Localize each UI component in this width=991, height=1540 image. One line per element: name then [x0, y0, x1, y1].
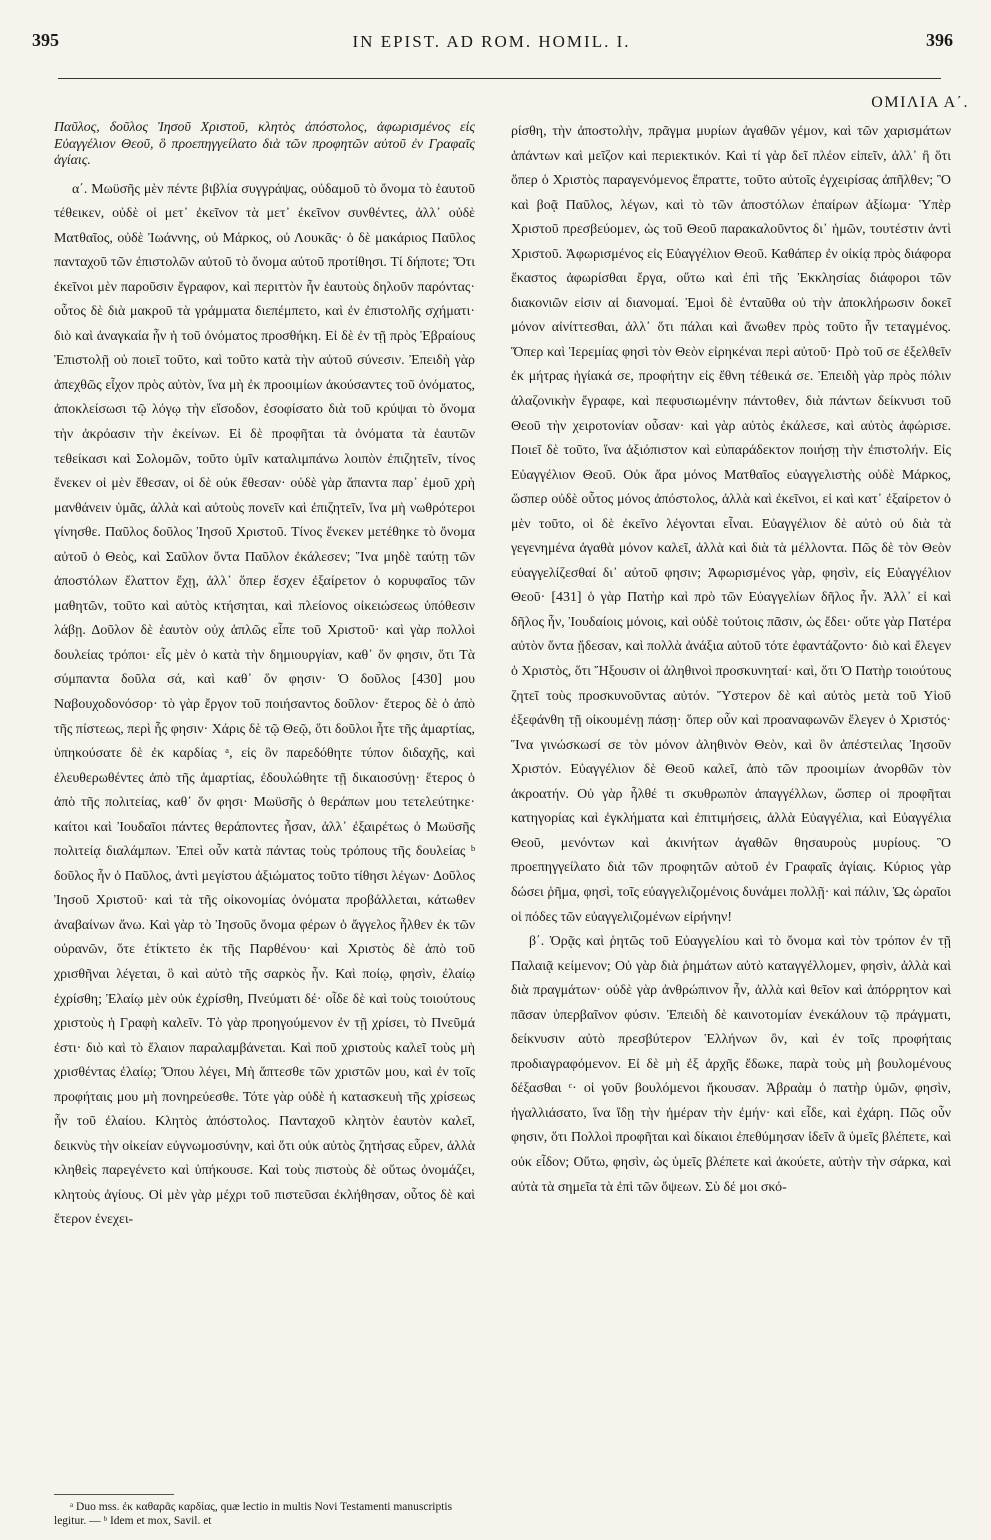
- section-two-text: β΄. Ὁρᾷς καὶ ῥητῶς τοῦ Εὐαγγελίου καὶ τὸ ὄνομα καὶ τὸν τρόπον ἐν τῇ Παλαιᾷ κείμενον; Οὐ γὰρ διὰ ῥημάτων αὐτὸ καταγγέλλομεν, φησὶν, ἀλλὰ καὶ διὰ πραγμάτων· οὐδὲ γὰρ ἀνθρώπινον ἦν, ἀλλὰ καὶ θεῖον καὶ ἀπόρρητον καὶ πᾶσαν ὑπερβαῖνον φύσιν. Ἐπειδὴ δὲ καινοτομίαν ἐνεκάλουν τῷ πράγματι, δείκνυσιν αὐτὸ πρεσβύτερον Ἑλλήνων ὂν, καὶ ἐν τοῖς προφήταις προδιαγραφόμενον. Εἰ δὲ μὴ ἐξ ἀρχῆς ἔδωκε, παρὰ τοὺς μὴ βουλομένους δέξασθαι ᶜ· οἱ γοῦν βουλόμενοι ἤκουσαν. Ἀβραὰμ ὁ πατὴρ ὑμῶν, φησὶν, ἠγαλλιάσατο, ἵνα ἴδῃ τὴν ἡμέραν τὴν ἐμήν· καὶ εἶδε, καὶ ἐχάρη. Πῶς οὖν φησιν, ὅτι Πολλοὶ προφῆται καὶ δίκαιοι ἐπεθύμησαν ἰδεῖν ἃ ὑμεῖς βλέπετε, καὶ οὐκ εἶδον; Οὕτω, φησὶν, ὡς ὑμεῖς βλέπετε καὶ ἀκούετε, αὐτὴν τὴν σάρκα, καὶ αὐτὰ τὰ σημεῖα τὰ ἐπὶ τῶν ὄψεων. Σὺ δέ μοι σκό-: [511, 934, 951, 1195]
- right-column: [511, 120, 951, 1200]
- left-column: [54, 120, 475, 1233]
- homily-title: ΟΜΙΛΙΑ Α΄.: [871, 94, 969, 111]
- scripture-lemma: Παῦλος, δοῦλος Ἰησοῦ Χριστοῦ, κλητὸς ἀπόστολος, ἀφωρισμένος εἰς Εὐαγγέλιον Θεοῦ, ὃ προεπηγγείλατο διὰ τῶν προφητῶν αὐτοῦ ἐν Γραφαῖς ἁγίαις.: [54, 120, 475, 168]
- page-header: [30, 30, 953, 58]
- footnote: ᵃ Duo mss. ἐκ καθαρᾶς καρδίας, quæ lectio in multis Novi Testamenti manuscriptis legitur. — ᵇ Idem et mox, Savil. et: [54, 1501, 453, 1527]
- footnote-rule: [54, 1494, 174, 1495]
- left-column-text: α΄. Μωϋσῆς μὲν πέντε βιβλία συγγράψας, οὐδαμοῦ τὸ ὄνομα τὸ ἑαυτοῦ τέθεικεν, οὐδὲ οἱ μετ᾽ ἐκεῖνον τὰ μετ᾽ ἐκεῖνον συνθέντες, ἀλλ᾽ οὐδὲ Ματθαῖος, οὐδὲ Ἰωάννης, οὐ Μάρκος, οὐ Λουκᾶς· ὁ δὲ μακάριος Παῦλος πανταχοῦ τῶν ἐπιστολῶν αὐτοῦ τὸ ὄνομα αὐτοῦ προτίθησι. Τί δήποτε; Ὅτι ἐκεῖνοι μὲν παροῦσιν ἔγραφον, καὶ περιττὸν ἦν ἑαυτοὺς δηλοῦν παρόντας· οὗτος δὲ διὰ μακροῦ τὰ γράμματα διεπέμπετο, καὶ ἐν ἐπιστολῆς σχήματι· διὸ καὶ ἀναγκαία ἦν ἡ τοῦ ὀνόματος προσθήκη. Εἰ δὲ ἐν τῇ πρὸς Ἑβραίους Ἐπιστολῇ οὐ ποιεῖ τοῦτο, καὶ τοῦτο κατὰ τὴν αὐτοῦ σύνεσιν. Ἐπειδὴ γὰρ ἀπεχθῶς εἶχον πρὸς αὐτὸν, ἵνα μὴ ἐκ προοιμίων ἀκούσαντες τοῦ ὀνόματος, ἀποκλείσωσι τῷ λόγῳ τὴν εἴσοδον, ἐσοφίσατο διὰ τοῦ κρύψαι τὸ ὄνομα τὴν ἀκρόασιν τὴν ἐκείνων. Εἰ δὲ προφῆται τὰ ὀνόματα τὰ ἑαυτῶν τεθείκασι καὶ Σολομῶν, τοῦτο ὑμῖν καταλιμπάνω λοιπὸν ἐπιζητεῖν, τίνος ἕνεκεν οἱ μὲν ἔθεσαν, οἱ δὲ οὐκ ἔθεσαν· οὐδὲ γὰρ ἅπαντα παρ᾽ ἐμοῦ χρὴ μανθάνειν ὑμᾶς, ἀλλὰ καὶ αὐτοὺς πονεῖν καὶ ἐπιζητεῖν, ἵνα μὴ νωθρότεροι γίνησθε. Παῦλος δοῦλος Ἰησοῦ Χριστοῦ. Τίνος ἕνεκεν μετέθηκε τὸ ὄνομα αὐτοῦ ὁ Θεὸς, καὶ Σαῦλον ὄντα Παῦλον ἐκάλεσεν; Ἵνα μηδὲ ταύτῃ τῶν ἀποστόλων ἔλαττον ἔχῃ, ἀλλ᾽ ὅπερ ἔσχεν ἐξαίρετον ὁ κορυφαῖος τῶν μαθητῶν, τοῦτο καὶ αὐτὸς κτήσηται, καὶ πλείονος οἰκειώσεως ὑπόθεσιν λάβῃ. Δοῦλον δὲ ἑαυτὸν οὐχ ἁπλῶς εἶπε τοῦ Χριστοῦ· καὶ γὰρ πολλοὶ δουλείας τρόποι· εἷς μὲν ὁ κατὰ τὴν δημιουργίαν, καθ᾽ ὅν φησιν, ὅτι Τὰ σύμπαντα δοῦλα σά, καὶ καθ᾽ ὅν φησιν· Ὁ δοῦλος [430] μου Ναβουχοδονόσορ· τὸ γὰρ ἔργον τοῦ ποιήσαντος δοῦλον· ἕτερος δὲ ὁ ἀπὸ τῆς πίστεως, περὶ ἧς φησιν· Χάρις δὲ τῷ Θεῷ, ὅτι δοῦλοι ἦτε τῆς ἁμαρτίας, ὑπηκούσατε δὲ ἐκ καρδίας ᵃ, εἰς ὃν παρεδόθητε τύπον διδαχῆς, καὶ ἐλευθερωθέντες ἀπὸ τῆς ἁμαρτίας, ἐδουλώθητε τῇ δικαιοσύνῃ· ἕτερος ὁ ἀπὸ τῆς πολιτείας, καθ᾽ ὅν φησι· Μωϋσῆς ὁ θεράπων μου τετελεύτηκε· καίτοι καὶ Ἰουδαῖοι πάντες θεράποντες ἦσαν, ἀλλ᾽ ἐξαιρέτως ὁ Μωϋσῆς πολιτείᾳ διαλάμπων. Ἐπεὶ οὖν κατὰ πάντας τοὺς τρόπους τῆς δουλείας ᵇ δοῦλος ἦν ὁ Παῦλος, ἀντὶ μεγίστου ἀξιώματος τοῦτο τίθησι λέγων· Δοῦλος Ἰησοῦ Χριστοῦ· καὶ τὰ τῆς οἰκονομίας ὀνόματα προβάλλεται, κάτωθεν ἀναβαίνων ἄνω. Καὶ γὰρ τὸ Ἰησοῦς ὄνομα φέρων ὁ ἄγγελος ἦλθεν ἐκ τῶν οὐρανῶν, ὅτε ἐτίκτετο ἐκ τῆς Παρθένου· καὶ Χριστὸς δὲ ἀπὸ τοῦ χρισθῆναι λέγεται, ὃ καὶ αὐτὸ τῆς σαρκὸς ἦν. Καὶ ποίῳ, φησὶν, ἐλαίῳ ἐχρίσθη; Ἐλαίῳ μὲν οὐκ ἐχρίσθη, Πνεύματι δέ· οἶδε δὲ καὶ τοὺς τοιούτους χριστοὺς ἡ Γραφὴ καλεῖν. Τὸ γὰρ προηγούμενον ἐν τῇ χρίσει, τὸ Πνεῦμά ἐστι· διὸ καὶ τὸ ἔλαιον παραλαμβάνεται. Καὶ ποῦ χριστοὺς καλεῖ τοὺς μὴ χρισθέντας ἐλαίῳ; Ὅπου λέγει, Μὴ ἅπτεσθε τῶν χριστῶν μου, καὶ ἐν τοῖς προφήταις μου μὴ πονηρεύεσθε. Τότε γὰρ οὐδὲ ἡ κατασκευὴ τῆς χρίσεως ἦν τοῦ ἐλαίου. Κλητὸς ἀπόστολος. Πανταχοῦ κλητὸν ἑαυτὸν καλεῖ, δεικνὺς τὴν οἰκείαν εὐγνωμοσύνην, καὶ ὅτι οὐκ αὐτὸς ζητήσας εὗρεν, ἀλλὰ κληθεὶς παρεγένετο καὶ ὑπήκουσε. Καὶ τοὺς πιστοὺς δὲ οὕτως ὀνομάζει, κλητοὺς ἁγίους. Οἱ μὲν γὰρ μέχρι τοῦ πιστεῦσαι ἐκλήθησαν, οὗτος δὲ καὶ ἕτερον ἐνεχει-: [54, 181, 475, 1228]
- header-rule: [58, 78, 941, 79]
- running-title: IN EPIST. AD ROM. HOMIL. I.: [352, 32, 631, 51]
- page-number-left: 395: [32, 30, 59, 50]
- right-column-text: ρίσθη, τὴν ἀποστολὴν, πρᾶγμα μυρίων ἀγαθῶν γέμον, καὶ τῶν χαρισμάτων ἁπάντων καὶ μεῖζον καὶ περιεκτικόν. Καὶ τί γὰρ δεῖ πλέον εἰπεῖν, ἀλλ᾽ ἢ ὅτι ὅπερ ὁ Χριστὸς παραγενόμενος ἔπραττε, τοῦτο αὐτοῖς ἐγχειρίσας ἀπῆλθεν; Ὃ καὶ βοᾷ Παῦλος, λέγων, καὶ τὸ τῶν ἀποστόλων ἐπαίρων ἀξίωμα· Ὑπὲρ Χριστοῦ πρεσβεύομεν, ὡς τοῦ Θεοῦ παρακαλοῦντος δι᾽ ἡμῶν, τουτέστιν ἀντὶ Χριστοῦ. Ἀφωρισμένος εἰς Εὐαγγέλιον Θεοῦ. Καθάπερ ἐν οἰκίᾳ πρὸς διάφορα ἕκαστος ἀφωρίσθαι ἔργα, οὕτω καὶ ἐπὶ τῆς Ἐκκλησίας διάφοροι τῶν διακονιῶν εἰσιν αἱ διανομαί. Ἐμοὶ δὲ ἐνταῦθα οὐ τὴν ἀποκλήρωσιν δοκεῖ μόνον αἰνίττεσθαι, ἀλλ᾽ ὅτι πάλαι καὶ ἄνωθεν πρὸς τοῦτο ἦν τεταγμένος. Ὅπερ καὶ Ἱερεμίας φησὶ τὸν Θεὸν εἰρηκέναι περὶ αὐτοῦ· Πρὸ τοῦ σε ἐξελθεῖν ἐκ μήτρας ἡγίακά σε, προφήτην εἰς ἔθνη τέθεικά σε. Ἐπειδὴ γὰρ πρὸς πόλιν ἀλαζονικὴν ἔγραφε, καὶ πεφυσιωμένην πάντοθεν, διὰ πάντων δείκνυσι τοῦ Θεοῦ τὴν χειροτονίαν οὖσαν· καὶ γὰρ αὐτὸς ἐκάλεσε, καὶ αὐτὸς ἀφώρισε. Ποιεῖ δὲ τοῦτο, ἵνα ἀξιόπιστον καὶ εὐπαράδεκτον ποιήσῃ τὴν ἐπιστολήν. Εἰς Εὐαγγέλιον Θεοῦ. Οὐκ ἄρα μόνος Ματθαῖος εὐαγγελιστὴς οὐδὲ Μάρκος, ὥσπερ οὐδὲ οὗτος μόνος ἀπόστολος, ἀλλὰ καὶ ἐκεῖνοι, εἰ καὶ κατ᾽ ἐξαίρετον ὁ μὲν τοῦτο, οἱ δὲ ἐκεῖνο λέγονται εἶναι. Εὐαγγέλιον δὲ αὐτὸ οὐ διὰ τὰ γεγενημένα ἀγαθὰ μόνον καλεῖ, ἀλλὰ καὶ διὰ τὰ μέλλοντα. Πῶς δὲ τὸν Θεὸν εὐαγγελίζεσθαί δι᾽ αὐτοῦ φησιν; Ἀφωρισμένος γὰρ, φησὶν, εἰς Εὐαγγέλιον Θεοῦ· [431] ὁ γὰρ Πατὴρ καὶ πρὸ τῶν Εὐαγγελίων δῆλος ἦν. Ἀλλ᾽ εἰ καὶ δῆλος ἦν, Ἰουδαίοις μόνοις, καὶ οὐδὲ τούτοις πᾶσιν, ὡς ἔδει· οὔτε γὰρ Πατέρα αὐτὸν ὄντα ᾔδεσαν, καὶ πολλὰ ἀνάξια αὐτοῦ τότε ἐφαντάζοντο· διὸ καὶ ἔλεγεν ὁ Χριστὸς, ὅτι Ἤξουσιν οἱ ἀληθινοὶ προσκυνηταί· καὶ, ὅτι Ὁ Πατὴρ τοιούτους ζητεῖ τοὺς προσκυνοῦντας αὐτόν. Ὕστερον δὲ καὶ αὐτὸς μετὰ τοῦ Υἱοῦ ἐξεφάνθη τῇ οἰκουμένῃ πάσῃ· ὅπερ οὖν καὶ προαναφωνῶν ἔλεγεν ὁ Χριστός· Ἵνα γινώσκωσί σε τὸν μόνον ἀληθινὸν Θεὸν, καὶ ὃν ἀπέστειλας Ἰησοῦν Χριστόν. Εὐαγγέλιον δὲ Θεοῦ καλεῖ, ἀπὸ τῶν προοιμίων ἀνορθῶν τὸν ἀκροατήν. Οὐ γὰρ ἦλθέ τι σκυθρωπὸν ἀπαγγέλλων, ὥσπερ οἱ προφῆται κατηγορίας καὶ ἐγκλήματα καὶ ἐπιτιμήσεις, ἀλλὰ Εὐαγγέλια, καὶ Εὐαγγέλια Θεοῦ, μενόντων καὶ ἀκινήτων ἀγαθῶν θησαυροὺς μυρίους. Ὃ προεπηγγείλατο διὰ τῶν προφητῶν αὐτοῦ ἐν Γραφαῖς ἁγίαις. Κύριος γὰρ δώσει ῥῆμα, φησὶ, τοῖς εὐαγγελιζομένοις δυνάμει πολλῇ· καὶ πάλιν, Ὡς ὡραῖοι οἱ πόδες τῶν εὐαγγελιζομένων εἰρήνην!: [511, 124, 951, 925]
- page-number-right: 396: [926, 30, 953, 50]
